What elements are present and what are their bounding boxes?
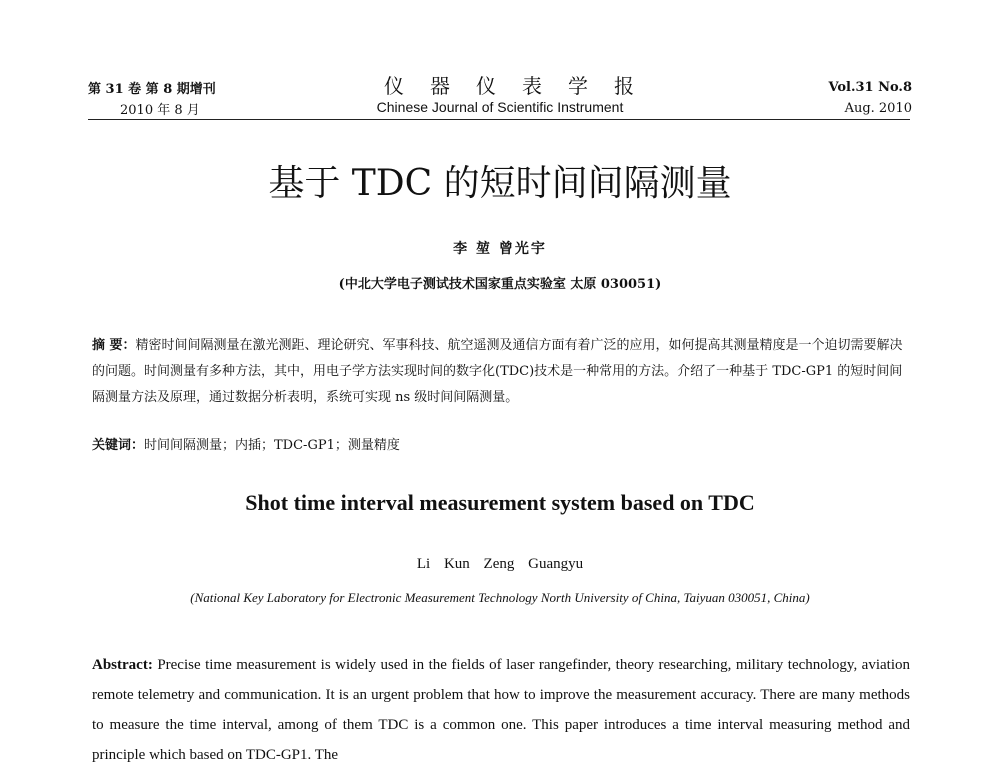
abstract-text-en: Precise time measurement is widely used in the fields of laser rangefinder, theory researching, military technology, aviation remote telemetry and communication. It is an urgent problem that how to improve the measurement accuracy. There are many methods to measure the time interval, among of them TDC is a common one. This paper introduces a time interval measuring method and principle which based on TDC-GP1. The: [92, 657, 911, 763]
affiliation-cn: (中北大学电子测试技术国家重点实验室 太原 030051): [338, 277, 662, 292]
authors-cn: 李 堃 曾光宇: [453, 241, 547, 257]
article-title-en: Shot time interval measurement system based on TDC: [245, 490, 755, 515]
abstract-text-cn: 精密时间间隔测量在激光测距、理论研究、军事科技、航空遥测及通信方面有着广泛的应用，如何提高其测量精度是一个迫切需要解决的问题。时间测量有多种方法，其中，用电子学方法实现时间的数字化(TDC)技术是一种常用的方法。介绍了一种基于 TDC-GP1 的短时间间隔测量方法及原理，通过数据分析表明，系统可实现 ns 级时间间隔测量。: [92, 338, 903, 405]
keywords-text-cn: 时间间隔测量；内插；TDC-GP1；测量精度: [144, 438, 400, 453]
abstract-label-en: Abstract:: [92, 657, 153, 673]
journal-name-cn: 仪器仪表学报: [384, 74, 660, 98]
publication-date-en: Aug. 2010: [844, 101, 912, 116]
abstract-en: [92, 650, 910, 770]
abstract-label-cn: 摘 要：: [92, 338, 136, 353]
abstract-cn: [92, 333, 912, 411]
authors-en: Li Kun Zeng Guangyu: [416, 556, 584, 572]
volume-issue: 第 31 卷 第 8 期增刊: [88, 82, 216, 97]
journal-name-en: Chinese Journal of Scientific Instrument: [376, 99, 624, 115]
keywords-cn: [92, 434, 400, 453]
volume-issue-en: Vol.31 No.8: [828, 80, 912, 95]
header-divider: [88, 119, 910, 120]
keywords-label-cn: 关键词：: [92, 438, 145, 453]
affiliation-en: (National Key Laboratory for Electronic Measurement Technology North University of China, Taiyuan 030051, China): [190, 590, 810, 605]
publication-date-cn: 2010 年 8 月: [120, 103, 200, 118]
article-title-cn: 基于 TDC 的短时间间隔测量: [268, 163, 732, 204]
